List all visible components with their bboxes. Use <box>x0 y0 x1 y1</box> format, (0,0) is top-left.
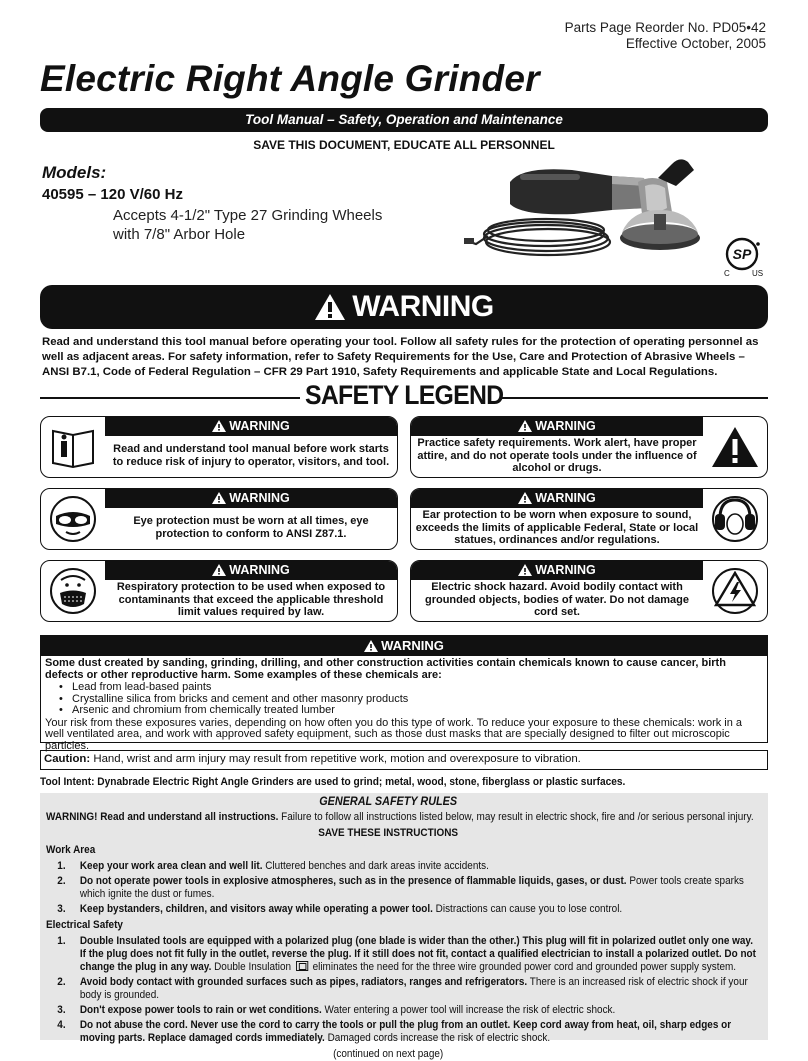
ear-protection-icon <box>710 494 760 544</box>
save-document-notice: SAVE THIS DOCUMENT, EDUCATE ALL PERSONNEL <box>253 138 555 152</box>
warning-intro-text: Read and understand this tool manual before operating your tool. Follow all safety rules for the protection of operating personnel as well as adjacent areas. For safety information, refer to Safety Requirements for the Use, Care and Protection of Abrasive Wheels – ANSI B7.1, Code of Federal Regulation – CFR 29 Part 1910, Safety Requirements and applicable State and Local Regulations. <box>42 336 759 378</box>
csa-certification-icon <box>716 232 772 278</box>
list-item: 4. Do not abuse the cord. Never use the cord to carry the tools or pull the plug from an outlet. Keep cord away from heat, oil, sharp edges or moving parts. Replace damaged cords immediately. Damaged cords increase the risk of electric shock. <box>57 1019 732 1044</box>
continued-note: (continued on next page) <box>333 1048 444 1060</box>
reorder-number: Parts Page Reorder No. PD05•42 <box>564 20 766 35</box>
legend-box-alert <box>410 416 768 478</box>
grinder-image <box>462 152 712 264</box>
list-item: • Crystalline silica from bricks and cement and other masonry products <box>59 694 763 706</box>
work-area-heading: Work Area <box>46 844 96 856</box>
safety-legend-title: SAFETY LEGEND <box>305 380 504 410</box>
list-item: • Lead from lead-based paints <box>59 682 763 694</box>
general-rules-warning: WARNING! Read and understand all instructions. Failure to follow all instructions listed below, may result in electric shock, fire and /or serious personal injury. <box>46 811 754 823</box>
chemical-warning-box <box>40 635 768 752</box>
legend-box-header: WARNING <box>411 489 703 508</box>
general-safety-rules <box>40 793 768 1060</box>
list-item: • Arsenic and chromium from chemically treated lumber <box>59 705 763 717</box>
warning-triangle-icon <box>314 293 346 321</box>
page-title: Electric Right Angle Grinder <box>40 58 540 99</box>
chemical-list <box>45 682 763 717</box>
legend-box-shock <box>410 560 768 622</box>
list-item: 3. Keep bystanders, children, and visitors away while operating a power tool. Distractions can cause you to lose control. <box>57 903 623 915</box>
subtitle-bar: Tool Manual – Safety, Operation and Maintenance <box>40 108 768 132</box>
legend-box-text: Electric shock hazard. Avoid bodily contact with grounded objects, bodies of water. Do not damage cord set. <box>424 581 690 619</box>
list-item: 1. Double Insulated tools are equipped with a polarized plug (one blade is wider than the other.) This plug will fit in polarized outlet only one way. If the plug does not fit fully in the outlet, reverse the plug. If it still does not fit, contact a qualified electrician to install a polarized outlet. Do not change the plug in any way. Double Insulation eliminates the need for the three wire grounded power cord and grounded power supply system. <box>57 935 756 973</box>
list-item: 2. Do not operate power tools in explosive atmospheres, such as in the presence of flammable liquids, gases, or dust. Power tools create sparks which ignite the dust or fumes. <box>57 875 744 900</box>
wheel-spec-line-1: Accepts 4-1/2" Type 27 Grinding Wheels <box>113 207 383 224</box>
svg-text:SP: SP <box>732 246 752 262</box>
legend-box-text: Practice safety requirements. Work alert, have proper attire, and do not operate tools under the influence of alcohol or drugs. <box>417 437 697 475</box>
warning-banner-label: WARNING <box>352 290 494 323</box>
save-instructions: SAVE THESE INSTRUCTIONS <box>318 827 459 839</box>
electric-shock-icon <box>710 566 760 616</box>
electrical-safety-list <box>46 935 760 1045</box>
manual-icon <box>49 425 97 469</box>
goggles-icon <box>48 494 98 544</box>
list-item: 2. Avoid body contact with grounded surfaces such as pipes, radiators, ranges and refrigerators. There is an increased risk of electric shock if your body is grounded. <box>57 976 748 1001</box>
legend-box-header: WARNING <box>105 489 397 508</box>
chemical-warning-header: WARNING <box>41 636 767 656</box>
legend-box-text: Read and understand tool manual before work starts to reduce risk of injury to operator, visitors, and tool. <box>112 443 390 468</box>
double-insulation-icon <box>296 961 308 971</box>
legend-box-header: WARNING <box>411 417 703 436</box>
legend-box-ear <box>410 488 768 550</box>
legend-box-text: Ear protection to be worn when exposure to sound, exceeds the limits of applicable Federal, State or local statues, ordinances and/or regulations. <box>415 509 699 547</box>
legend-box-manual <box>40 416 398 478</box>
legend-rule-right <box>500 397 768 399</box>
general-rules-title: GENERAL SAFETY RULES <box>319 796 458 808</box>
wheel-spec <box>113 206 382 244</box>
chemical-warning-outro: Your risk from these exposures varies, depending on how often you do this type of work. To reduce your exposure to these chemicals: work in a well ventilated area, and work with approved safety equipment, such as those dust masks that are specially designed to filter out microscopic particles. <box>45 716 743 752</box>
effective-date: Effective October, 2005 <box>625 36 766 51</box>
list-item: 1. Keep your work area clean and well lit. Cluttered benches and dark areas invite accidents. <box>57 860 489 872</box>
caution-label: Caution: <box>44 753 91 765</box>
caution-text: Hand, wrist and arm injury may result from repetitive work, motion and overexposure to vibration. <box>90 753 581 765</box>
alert-triangle-icon <box>710 424 760 470</box>
caution-box <box>40 750 768 770</box>
warning-banner <box>40 285 768 329</box>
tool-intent: Tool Intent: Dynabrade Electric Right Angle Grinders are used to grind; metal, wood, stone, fiberglass or plastic surfaces. <box>40 776 626 788</box>
legend-box-header: WARNING <box>105 561 397 580</box>
legend-box-text: Respiratory protection to be used when exposed to contaminants that exceed the applicable threshold limit values required by law. <box>116 581 386 619</box>
models-heading: Models: <box>42 163 107 182</box>
legend-box-eye <box>40 488 398 550</box>
work-area-list <box>46 860 760 916</box>
electrical-safety-heading: Electrical Safety <box>46 919 123 931</box>
csa-us-label: US <box>752 269 764 278</box>
legend-rule-left <box>40 397 300 399</box>
legend-box-header: WARNING <box>411 561 703 580</box>
respirator-icon <box>48 566 98 616</box>
legend-box-respirator <box>40 560 398 622</box>
chemical-warning-intro: Some dust created by sanding, grinding, drilling, and other construction activities contain chemicals known to cause cancer, birth defects or other reproductive harm. Some examples of these chemicals are: <box>45 657 726 681</box>
list-item: 3. Don't expose power tools to rain or wet conditions. Water entering a power tool will increase the risk of electric shock. <box>57 1004 616 1016</box>
wheel-spec-line-2: with 7/8" Arbor Hole <box>113 226 246 243</box>
legend-box-header: WARNING <box>105 417 397 436</box>
legend-box-text: Eye protection must be worn at all times, eye protection to conform to ANSI Z87.1. <box>133 515 369 540</box>
reorder-info <box>565 20 766 52</box>
model-number: 40595 – 120 V/60 Hz <box>42 186 183 203</box>
csa-c-label: C <box>724 269 730 278</box>
